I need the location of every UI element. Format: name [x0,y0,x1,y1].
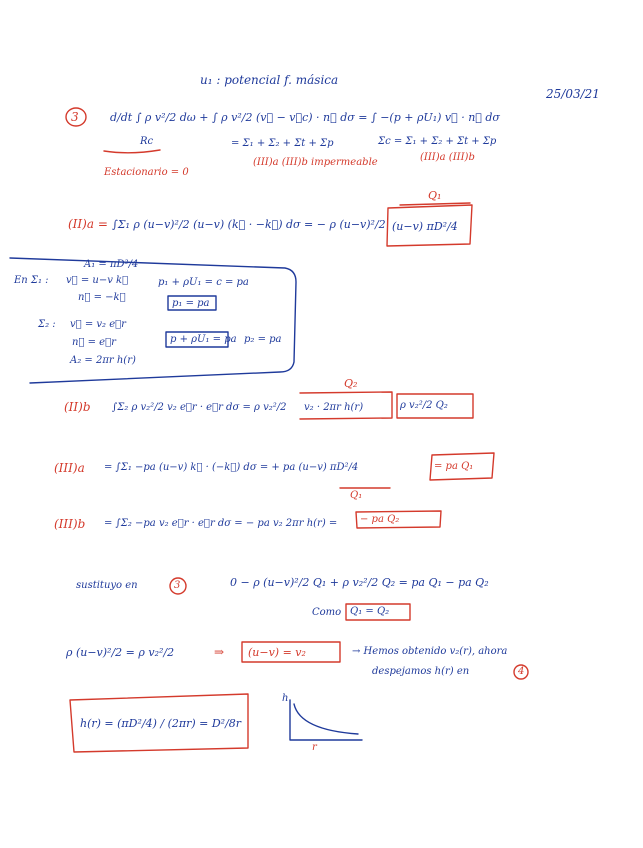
box-line2-prefix: Σ₂ : [38,319,56,330]
box-n1: n⃗ = −k⃗ [78,292,126,303]
como-label: Como [312,607,342,618]
final-boxed: h(r) = (πD²/4) / (2πr) = D²/8r [80,717,242,730]
rc-underline [104,150,160,153]
box-a1: A₁ = πD²/4 [84,259,139,270]
substitution-circled: 3 [174,580,181,591]
section-3-surfaces-left: = Σ₁ + Σ₂ + Σt + Σp [231,138,334,149]
box-p2-eq: p + ρU₁ = pa [170,334,237,345]
eq-iib-integral: ∫Σ₂ ρ v₂²/2 v₂ e⃗r · e⃗r dσ = ρ v₂²/2 [112,402,287,413]
como-boxed: Q₁ = Q₂ [350,606,390,617]
substitution-text: sustituyo en [76,580,138,591]
graph-x-label: r [312,742,317,753]
eq-iiia-boxed: = pa Q₁ [434,461,474,472]
box-p2-tail: p₂ = pa [244,334,282,345]
result-arrow: ⇒ [214,645,225,659]
result-comment-line1: → Hemos obtenido v₂(r), ahora [352,646,508,657]
eq-iiib-integral: = ∫Σ₂ −pa v₂ e⃗r · e⃗r dσ = − pa v₂ 2πr h(r) = [104,518,338,529]
box-line1-prefix: En Σ₁ : [14,275,49,286]
eq-iia-label: (II)a = [68,217,108,231]
graph-curve [294,704,358,734]
iia-overbrace [400,203,470,205]
box-line1: v⃗ = u−v k⃗ [66,275,129,286]
box-bernoulli: p₁ + ρU₁ = c = pa [158,277,249,288]
eq-iiib-label: (III)b [54,517,86,531]
eq-iib-q2: Q₂ [344,377,358,390]
eq-iib-label: (II)b [64,400,91,414]
section-3-surfaces-right: Σc = Σ₁ + Σ₂ + Σt + Σp [378,136,497,147]
impermeable-note: (III)a (III)b impermeable [253,157,378,168]
box-line2: v⃗ = v₂ e⃗r [70,319,126,330]
eq-iiia-q1: Q₁ [350,490,363,501]
eq-iia-integral: ∫Σ₁ ρ (u−v)²/2 (u−v) (k⃗ · −k⃗) dσ = − ρ (u−v)²/2 [112,218,386,231]
box-p1-eq: p₁ = pa [172,298,210,309]
section-3-number: 3 [71,110,79,124]
section-3-equation: d/dt ∫ ρ v²/2 dω + ∫ ρ v²/2 (v⃗ − v⃗c) · n⃗ dσ = ∫ −(p + ρU₁) v⃗ · n⃗ dσ [110,111,500,124]
eq-iiia-label: (III)a [54,461,85,475]
result-comment-circled: 4 [518,666,525,677]
section-3-right-labels: (III)a (III)b [420,152,475,163]
result-comment-line2: despejamos h(r) en [372,666,470,677]
box-n2: n⃗ = e⃗r [72,337,116,348]
result-equation: ρ (u−v)²/2 = ρ v₂²/2 [66,646,175,659]
header-date: 25/03/21 [546,87,600,101]
section-3-rc: Rc [140,136,154,147]
substitution-equation: 0 − ρ (u−v)²/2 Q₁ + ρ v₂²/2 Q₂ = pa Q₁ − pa Q₂ [230,576,489,589]
estacionario-note: Estacionario = 0 [104,167,189,178]
eq-iib-middle: v₂ · 2πr h(r) [304,402,364,413]
eq-iia-q1: Q₁ [428,189,442,202]
eq-iib-boxed: ρ v₂²/2 Q₂ [400,400,448,411]
graph-y-label: h [282,693,289,704]
result-boxed: (u−v) = v₂ [248,646,306,659]
eq-iiia-integral: = ∫Σ₁ −pa (u−v) k⃗ · (−k⃗) dσ = + pa (u−v) πD²/4 [104,462,359,473]
box-a2: A₂ = 2πr h(r) [70,355,136,366]
eq-iia-boxed: (u−v) πD²/4 [392,220,458,233]
header-title: u₁ : potencial f. másica [200,73,339,87]
eq-iiib-boxed: − pa Q₂ [360,514,400,525]
